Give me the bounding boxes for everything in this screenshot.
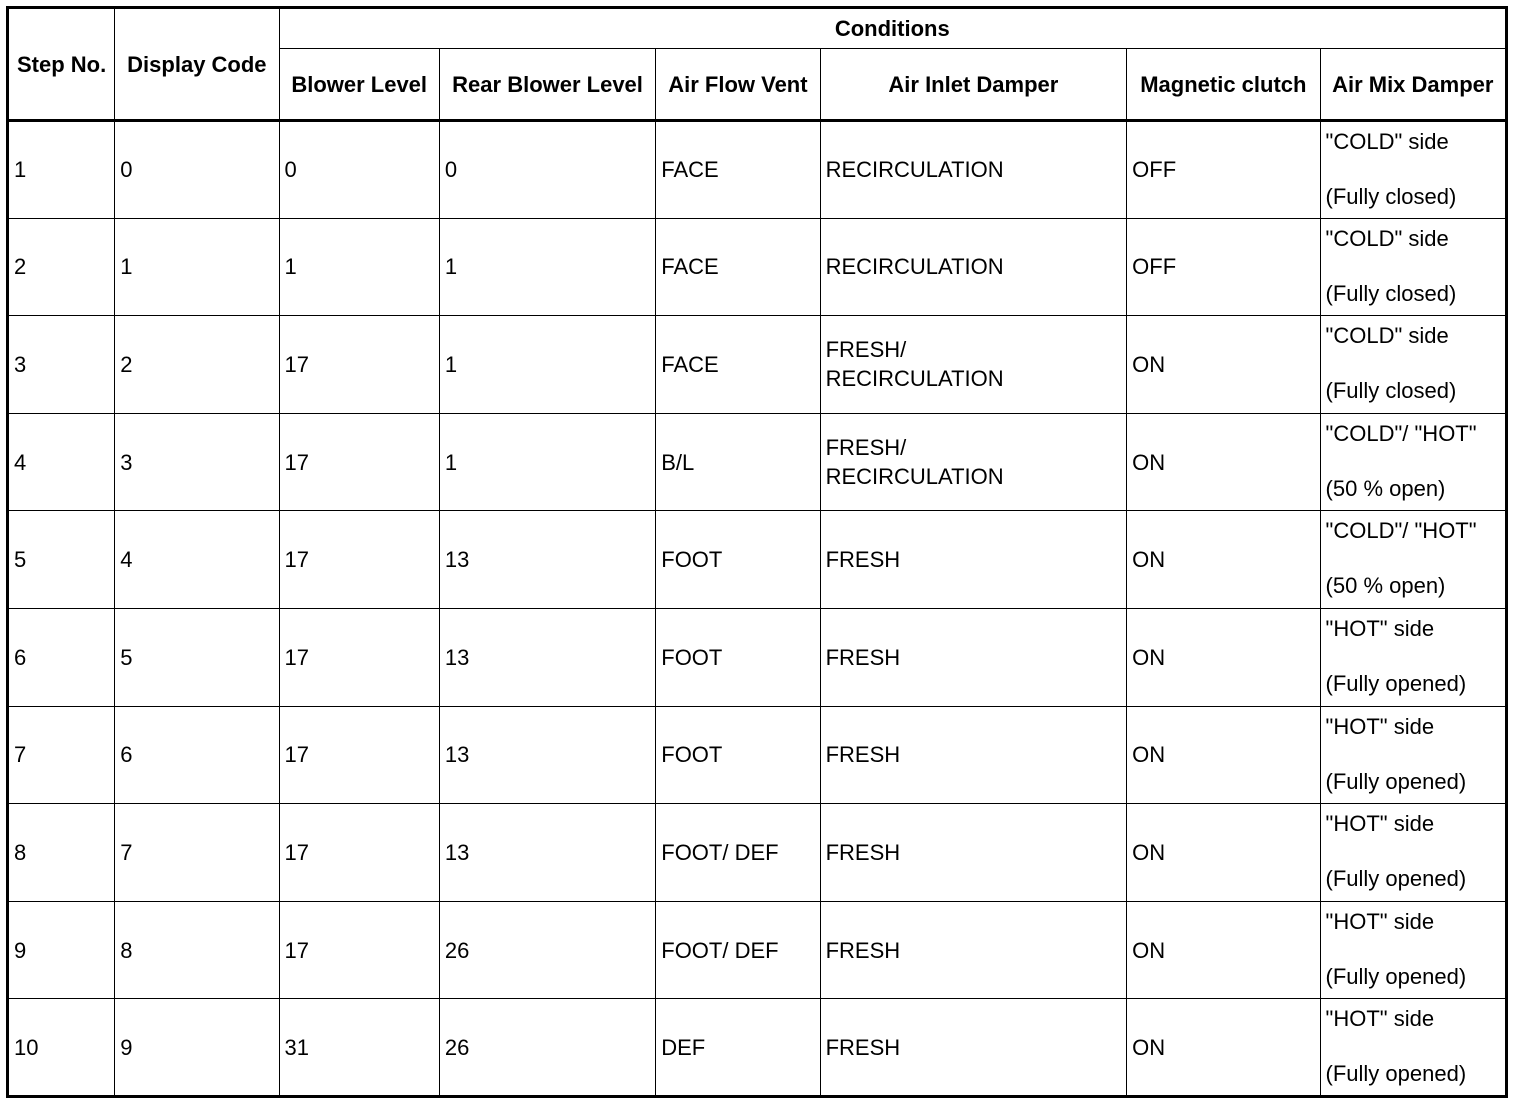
cell-air-mix-damper [1320,901,1506,999]
table-row [8,706,1507,804]
cell-magnetic-clutch: ON [1127,706,1320,804]
cell-rear-blower-level: 1 [439,218,655,316]
cell-air-inlet-damper [820,706,1127,804]
cell-rear-blower-level: 1 [439,316,655,414]
cell-magnetic-clutch: ON [1127,804,1320,902]
cell-magnetic-clutch: ON [1127,999,1320,1097]
cell-rear-blower-level: 13 [439,706,655,804]
air-mix-opening: (Fully opened) [1325,768,1467,794]
cell-display-code: 0 [115,121,279,219]
cell-rear-blower-level: 13 [439,608,655,706]
header-air-mix-damper: Air Mix Damper [1320,49,1506,121]
cell-air-mix-damper [1320,706,1506,804]
air-inlet-line-1: RECIRCULATION [825,157,1004,183]
cell-air-flow-vent: B/L [656,413,820,511]
air-mix-side: "HOT" side [1325,811,1435,837]
cell-step-no: 5 [8,511,115,609]
cell-air-inlet-damper [820,608,1127,706]
air-mix-side: "HOT" side [1325,908,1435,934]
air-mix-side: "COLD"/ "HOT" [1325,518,1477,544]
cell-air-inlet-damper [820,901,1127,999]
air-inlet-line-1: FRESH [825,644,901,670]
cell-magnetic-clutch: OFF [1127,121,1320,219]
air-mix-opening: (Fully closed) [1325,378,1457,404]
header-display-code: Display Code [115,8,279,121]
header-magnetic-clutch: Magnetic clutch [1127,49,1320,121]
cell-air-flow-vent: FOOT [656,511,820,609]
table-header [8,8,1507,121]
table-row [8,316,1507,414]
air-mix-side: "HOT" side [1325,1006,1435,1032]
air-inlet-line-1: RECIRCULATION [825,254,1004,280]
cell-step-no: 6 [8,608,115,706]
table-row [8,608,1507,706]
air-mix-side: "COLD" side [1325,225,1449,251]
cell-step-no: 3 [8,316,115,414]
air-mix-side: "COLD" side [1325,323,1449,349]
cell-display-code: 5 [115,608,279,706]
cell-magnetic-clutch: ON [1127,608,1320,706]
cell-air-mix-damper [1320,999,1506,1097]
table-row [8,511,1507,609]
cell-display-code: 3 [115,413,279,511]
cell-air-flow-vent: FACE [656,316,820,414]
cell-air-mix-damper [1320,511,1506,609]
air-mix-side: "HOT" side [1325,713,1435,739]
air-mix-opening: (50 % open) [1325,573,1446,599]
cell-air-flow-vent: DEF [656,999,820,1097]
cell-rear-blower-level: 13 [439,511,655,609]
cell-air-inlet-damper [820,804,1127,902]
cell-display-code: 1 [115,218,279,316]
header-rear-blower-level: Rear Blower Level [439,49,655,121]
table-row [8,413,1507,511]
table-row [8,218,1507,316]
header-conditions: Conditions [279,8,1506,49]
cell-blower-level: 17 [279,608,439,706]
cell-magnetic-clutch: ON [1127,316,1320,414]
cell-magnetic-clutch: OFF [1127,218,1320,316]
air-inlet-line-2: RECIRCULATION [825,464,1004,490]
cell-air-inlet-damper [820,511,1127,609]
cell-display-code: 2 [115,316,279,414]
cell-blower-level: 31 [279,999,439,1097]
cell-step-no: 1 [8,121,115,219]
cell-air-inlet-damper [820,121,1127,219]
cell-rear-blower-level: 1 [439,413,655,511]
cell-display-code: 6 [115,706,279,804]
cell-display-code: 7 [115,804,279,902]
air-mix-side: "COLD" side [1325,129,1449,154]
cell-blower-level: 17 [279,413,439,511]
cell-rear-blower-level: 26 [439,901,655,999]
air-inlet-line-1: FRESH/ [825,337,907,363]
air-inlet-line-1: FRESH/ [825,435,907,461]
air-mix-side: "COLD"/ "HOT" [1325,420,1477,446]
table-row [8,999,1507,1097]
air-mix-opening: (Fully closed) [1325,184,1457,209]
cell-rear-blower-level: 26 [439,999,655,1097]
air-inlet-line-1: FRESH [825,1034,901,1060]
cell-blower-level: 17 [279,316,439,414]
table-row [8,901,1507,999]
cell-air-mix-damper [1320,608,1506,706]
header-air-inlet-damper: Air Inlet Damper [820,49,1127,121]
cell-air-mix-damper [1320,804,1506,902]
cell-air-mix-damper [1320,121,1506,219]
cell-rear-blower-level: 13 [439,804,655,902]
air-inlet-line-1: FRESH [825,937,901,963]
cell-magnetic-clutch: ON [1127,901,1320,999]
cell-air-inlet-damper [820,218,1127,316]
cell-step-no: 10 [8,999,115,1097]
air-mix-opening: (50 % open) [1325,475,1446,501]
air-mix-opening: (Fully opened) [1325,670,1467,696]
cell-blower-level: 17 [279,901,439,999]
cell-display-code: 9 [115,999,279,1097]
cell-air-flow-vent: FACE [656,121,820,219]
air-inlet-line-1: FRESH [825,742,901,768]
cell-air-inlet-damper [820,316,1127,414]
table-body [8,121,1507,1097]
cell-air-flow-vent: FOOT [656,706,820,804]
header-air-flow-vent: Air Flow Vent [656,49,820,121]
air-inlet-line-1: FRESH [825,839,901,865]
cell-blower-level: 0 [279,121,439,219]
cell-magnetic-clutch: ON [1127,413,1320,511]
cell-air-flow-vent: FOOT/ DEF [656,804,820,902]
table-row [8,804,1507,902]
header-step-no: Step No. [8,8,115,121]
cell-blower-level: 17 [279,804,439,902]
cell-rear-blower-level: 0 [439,121,655,219]
cell-blower-level: 1 [279,218,439,316]
cell-step-no: 4 [8,413,115,511]
conditions-table [6,6,1508,1098]
air-inlet-line-2: RECIRCULATION [825,366,1004,392]
cell-display-code: 8 [115,901,279,999]
air-mix-side: "HOT" side [1325,615,1435,641]
air-mix-opening: (Fully opened) [1325,866,1467,892]
air-mix-opening: (Fully opened) [1325,1061,1467,1087]
cell-air-mix-damper [1320,316,1506,414]
cell-blower-level: 17 [279,511,439,609]
header-blower-level: Blower Level [279,49,439,121]
cell-step-no: 9 [8,901,115,999]
cell-air-inlet-damper [820,413,1127,511]
cell-step-no: 7 [8,706,115,804]
air-mix-opening: (Fully closed) [1325,280,1457,306]
cell-air-mix-damper [1320,218,1506,316]
cell-blower-level: 17 [279,706,439,804]
air-mix-opening: (Fully opened) [1325,963,1467,989]
cell-air-flow-vent: FOOT/ DEF [656,901,820,999]
air-inlet-line-1: FRESH [825,547,901,573]
cell-magnetic-clutch: ON [1127,511,1320,609]
cell-air-mix-damper [1320,413,1506,511]
cell-step-no: 8 [8,804,115,902]
cell-air-flow-vent: FOOT [656,608,820,706]
cell-display-code: 4 [115,511,279,609]
cell-air-flow-vent: FACE [656,218,820,316]
cell-air-inlet-damper [820,999,1127,1097]
table-row [8,121,1507,219]
cell-step-no: 2 [8,218,115,316]
